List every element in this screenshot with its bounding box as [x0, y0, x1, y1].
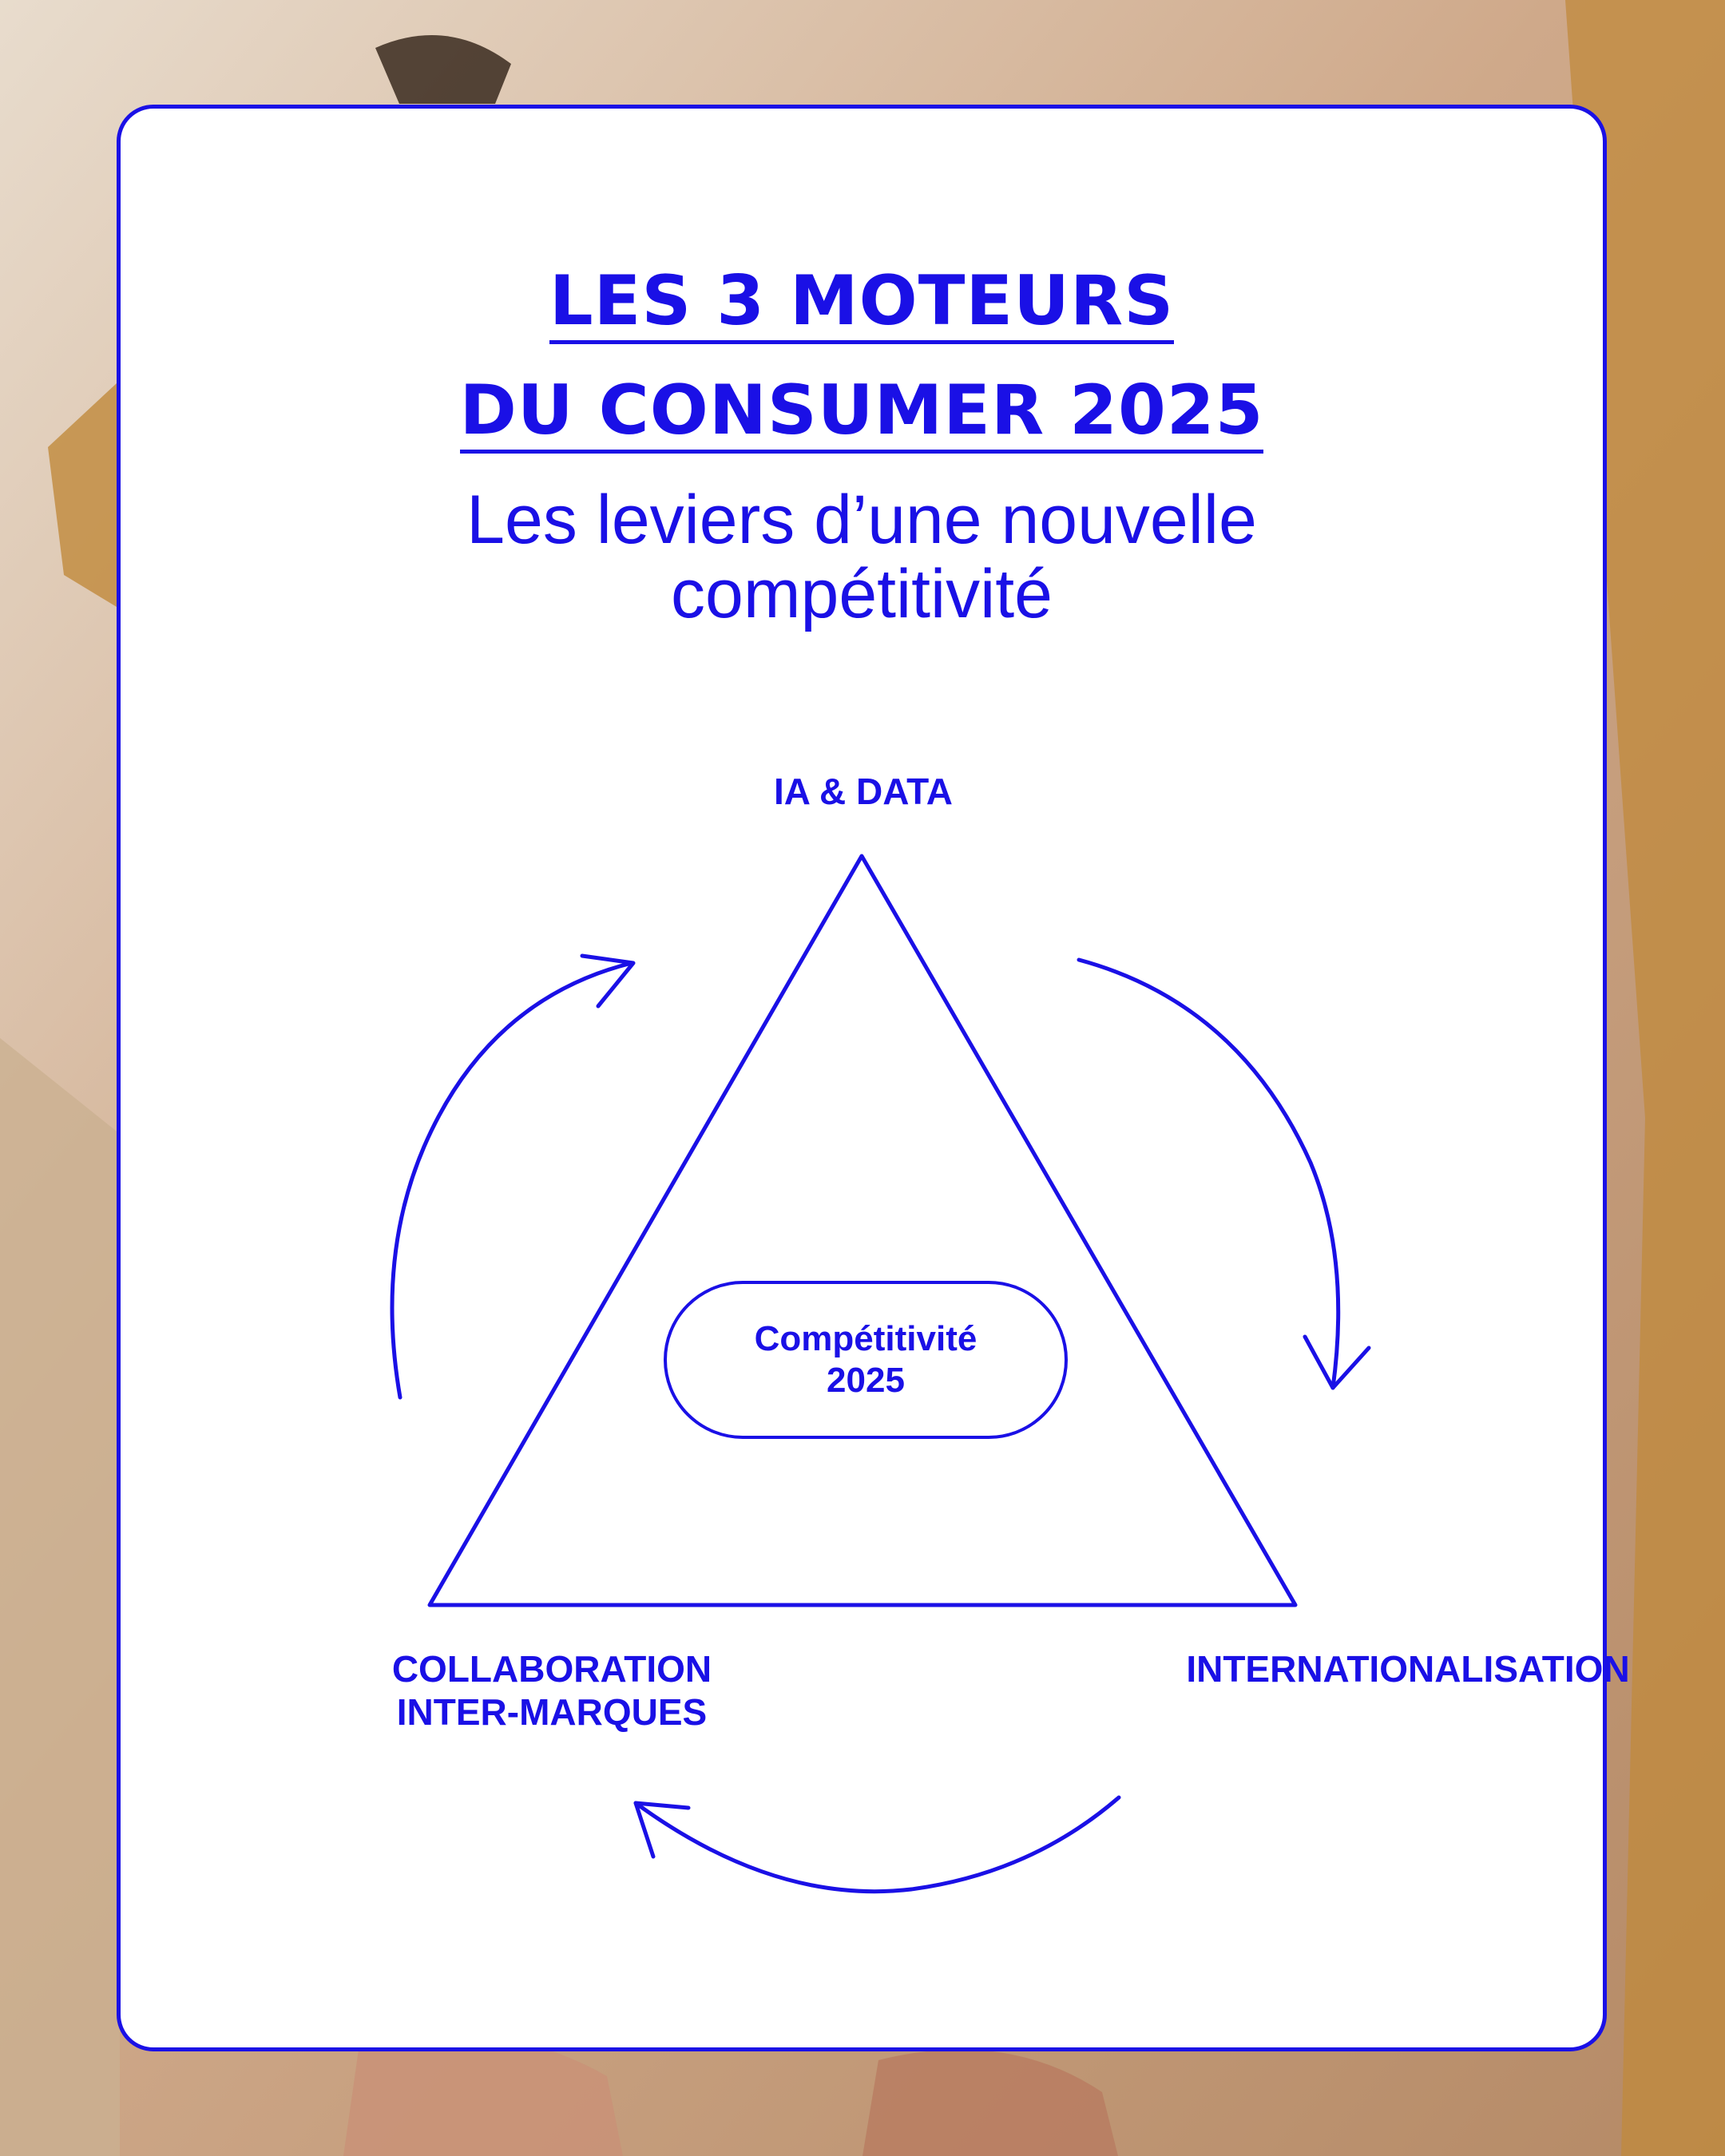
node-collaboration — [352, 1647, 751, 1734]
subtitle-line-1: Les leviers d’une nouvelle — [466, 482, 1257, 558]
arrow-right-arc — [1079, 960, 1338, 1388]
arrow-left-arc — [392, 963, 632, 1397]
node-collaboration-line-2: INTER-MARQUES — [396, 1691, 708, 1733]
center-badge-line-1: Compétitivité — [754, 1319, 978, 1358]
subtitle-line-2: compétitivité — [671, 556, 1053, 632]
center-badge — [664, 1281, 1068, 1439]
node-ia-data: IA & DATA — [773, 771, 953, 812]
arrow-left-head — [582, 956, 633, 1006]
arrow-bottom-arc — [636, 1797, 1119, 1892]
center-badge-line-2: 2025 — [827, 1361, 905, 1400]
node-collaboration-line-1: COLLABORATION — [391, 1648, 712, 1690]
info-card — [117, 105, 1630, 2051]
title-line-1: LES 3 MOTEURS — [549, 262, 1174, 344]
cycle-diagram — [121, 109, 1603, 2047]
triangle — [430, 856, 1295, 1605]
title-line-2: DU CONSUMER 2025 — [460, 371, 1264, 454]
node-internationalisation: INTERNATIONALISATION — [1186, 1648, 1630, 1690]
